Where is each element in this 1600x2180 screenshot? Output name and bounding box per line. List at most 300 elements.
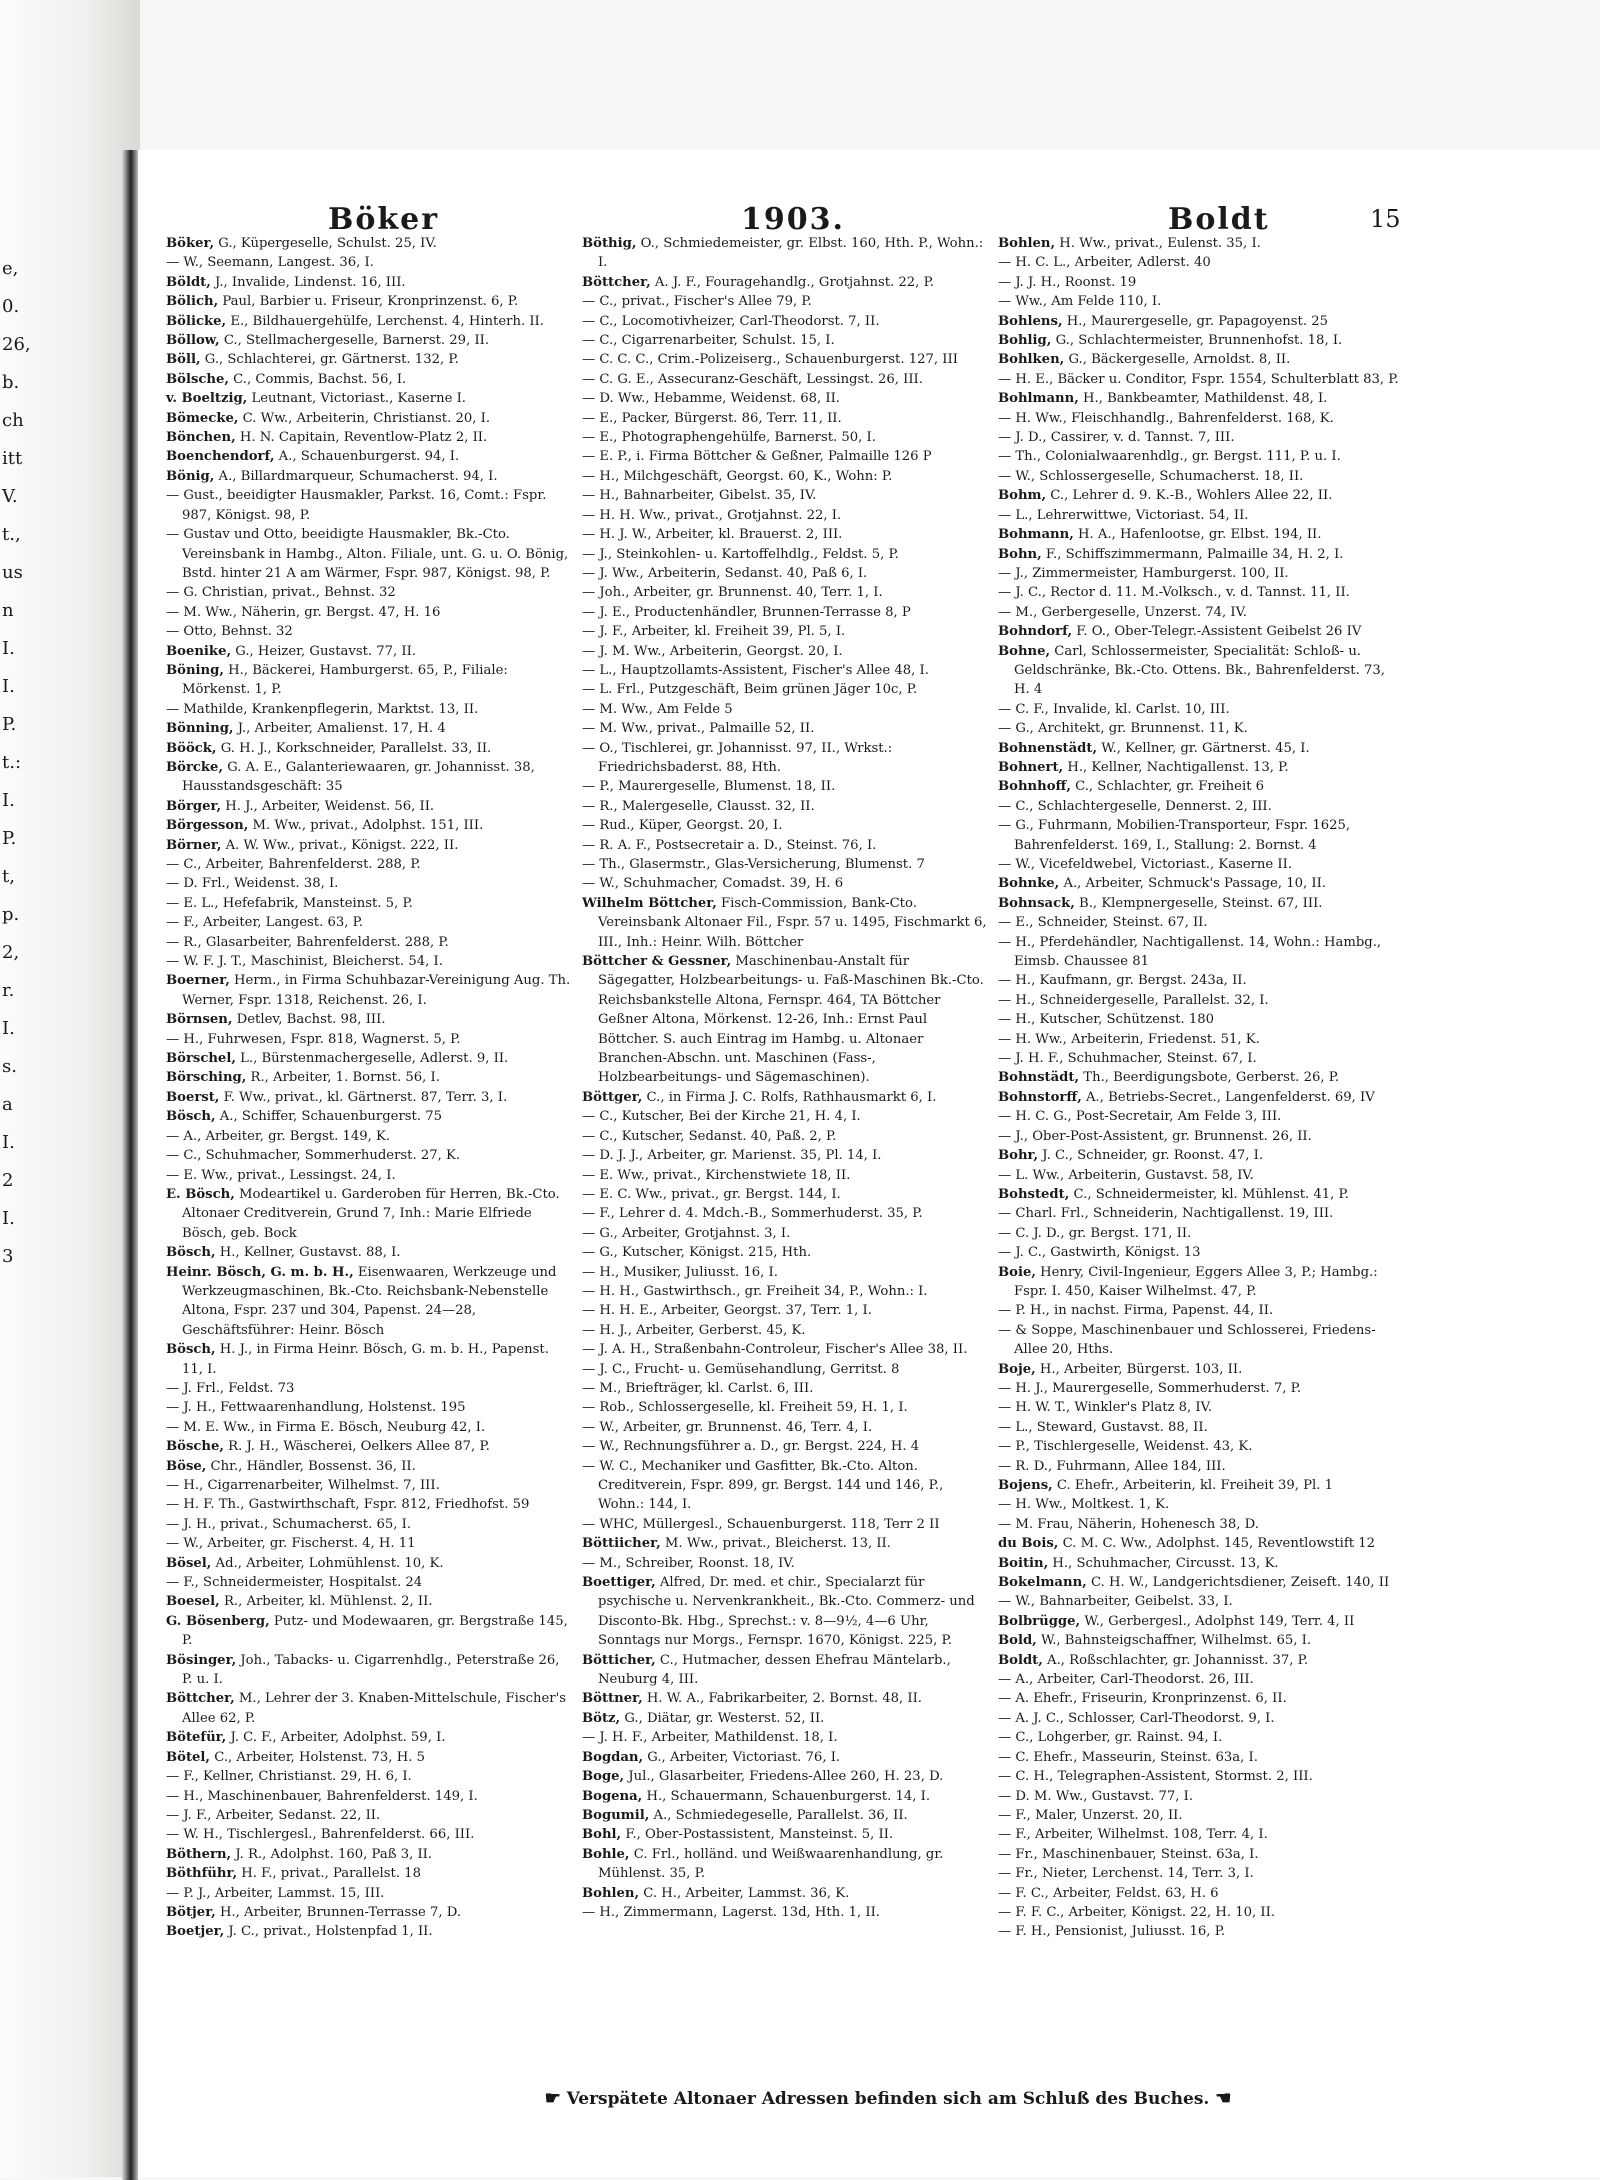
entry-details: — E. Ww., privat., Lessingst. 24, I. bbox=[166, 1167, 396, 1183]
entry-details: — G. Christian, privat., Behnst. 32 bbox=[166, 585, 396, 601]
gutter-fragment: I. bbox=[2, 676, 15, 697]
gutter-fragment: I. bbox=[2, 1132, 15, 1153]
directory-entry bbox=[582, 816, 988, 835]
entry-details: B., Klempnergeselle, Steinst. 67, III. bbox=[1074, 895, 1323, 911]
entry-details: H. N. Capitain, Reventlow-Platz 2, II. bbox=[235, 430, 488, 446]
entry-name: Boetjer, bbox=[166, 1924, 225, 1940]
entry-name: Börschel, bbox=[166, 1051, 236, 1067]
directory-entry bbox=[998, 486, 1404, 505]
entry-details: — L. Ww., Arbeiterin, Gustavst. 58, IV. bbox=[998, 1167, 1254, 1183]
directory-entry bbox=[998, 603, 1404, 622]
entry-details: G., Diätar, gr. Westerst. 52, II. bbox=[620, 1710, 825, 1726]
directory-entry bbox=[998, 1903, 1404, 1922]
directory-entry bbox=[166, 797, 572, 816]
entry-details: F., Schiffszimmermann, Palmaille 34, H. 2, I. bbox=[1041, 546, 1344, 562]
entry-name: Böthführ, bbox=[166, 1866, 238, 1882]
running-header bbox=[138, 202, 1600, 238]
directory-entry bbox=[998, 389, 1404, 408]
directory-entry bbox=[998, 855, 1404, 874]
entry-details: — H. E., Bäcker u. Conditor, Fspr. 1554, Schulterblatt 83, P. bbox=[998, 371, 1399, 387]
entry-name: Bösel, bbox=[166, 1555, 212, 1571]
entry-details: M. Ww., privat., Adolphst. 151, III. bbox=[248, 818, 484, 834]
directory-entry bbox=[582, 952, 988, 1088]
entry-details: — W. C., Mechaniker und Gasfitter, Bk.-Cto. Alton. Creditverein, Fspr. 899, gr. Bergst. 144 und 146, P., Wohn.: 144, I. bbox=[582, 1458, 944, 1513]
entry-name: Boesel, bbox=[166, 1594, 220, 1610]
entry-details: — J., Steinkohlen- u. Kartoffelhdlg., Feldst. 5, P. bbox=[582, 546, 899, 562]
entry-details: H., Arbeiter, Bürgerst. 103, II. bbox=[1035, 1361, 1243, 1377]
directory-entry bbox=[582, 739, 988, 778]
entry-details: — J. F., Arbeiter, kl. Freiheit 39, Pl. 5, I. bbox=[582, 624, 846, 640]
entry-details: J., Invalide, Lindenst. 16, III. bbox=[210, 274, 406, 290]
directory-entry bbox=[166, 1864, 572, 1883]
entry-details: — C. H., Telegraphen-Assistent, Stormst. 2, III. bbox=[998, 1769, 1313, 1785]
directory-entry bbox=[582, 1224, 988, 1243]
entry-details: — J. H., Fettwaarenhandlung, Holstenst. 195 bbox=[166, 1400, 466, 1416]
entry-details: A., Schiffer, Schauenburgerst. 75 bbox=[215, 1109, 442, 1125]
directory-entry bbox=[998, 758, 1404, 777]
entry-name: Böll, bbox=[166, 352, 201, 368]
footer-notice bbox=[398, 2088, 1378, 2109]
entry-details: — E., Packer, Bürgerst. 86, Terr. 11, II. bbox=[582, 410, 842, 426]
entry-name: Bötjer, bbox=[166, 1904, 216, 1920]
directory-entry bbox=[998, 1787, 1404, 1806]
directory-entry bbox=[582, 719, 988, 738]
entry-details: W., Gerbergesl., Adolphst 149, Terr. 4, II bbox=[1080, 1613, 1355, 1629]
entry-details: — L., Hauptzollamts-Assistent, Fischer's Allee 48, I. bbox=[582, 662, 929, 678]
entry-details: — D. J. J., Arbeiter, gr. Marienst. 35, Pl. 14, I. bbox=[582, 1148, 882, 1164]
directory-entry bbox=[998, 1379, 1404, 1398]
directory-entry bbox=[998, 1728, 1404, 1747]
entry-details: — H., Musiker, Juliusst. 16, I. bbox=[582, 1264, 778, 1280]
entry-details: — W., Bahnarbeiter, Geibelst. 33, I. bbox=[998, 1594, 1233, 1610]
directory-entry bbox=[998, 1631, 1404, 1650]
directory-entry bbox=[582, 1554, 988, 1573]
directory-entry bbox=[998, 1767, 1404, 1786]
directory-entry bbox=[582, 428, 988, 447]
directory-entry bbox=[998, 506, 1404, 525]
entry-details: — J. J. H., Roonst. 19 bbox=[998, 274, 1137, 290]
entry-name: Bohlen, bbox=[998, 236, 1056, 251]
entry-name: Boerner, bbox=[166, 973, 230, 989]
directory-entry bbox=[998, 1864, 1404, 1883]
entry-details: — L., Steward, Gustavst. 88, II. bbox=[998, 1419, 1208, 1435]
directory-entry bbox=[166, 661, 572, 700]
previous-page-fragments bbox=[2, 250, 31, 1276]
directory-entry bbox=[998, 1457, 1404, 1476]
directory-entry bbox=[582, 486, 988, 505]
entry-name: Bötticher, bbox=[582, 1652, 656, 1668]
directory-entry bbox=[166, 389, 572, 408]
entry-name: Böttcher, bbox=[582, 274, 651, 290]
entry-name: Wilhelm Böttcher, bbox=[582, 895, 717, 911]
entry-details: — W. H., Tischlergesl., Bahrenfelderst. 66, III. bbox=[166, 1827, 475, 1843]
directory-entry bbox=[582, 545, 988, 564]
entry-name: Boge, bbox=[582, 1769, 625, 1785]
entry-name: Bösch, bbox=[166, 1245, 216, 1261]
entry-name: Bösche, bbox=[166, 1439, 224, 1455]
entry-details: — R. A. F., Postsecretair a. D., Steinst. 76, I. bbox=[582, 837, 877, 853]
directory-entry bbox=[998, 1592, 1404, 1611]
directory-entry bbox=[998, 1360, 1404, 1379]
entry-details: — C., Kutscher, Bei der Kirche 21, H. 4, I. bbox=[582, 1109, 861, 1125]
entry-details: — H., Maschinenbauer, Bahrenfelderst. 149, I. bbox=[166, 1788, 478, 1804]
entry-details: J. C., Schneider, gr. Roonst. 47, I. bbox=[1038, 1148, 1264, 1164]
directory-entry bbox=[998, 622, 1404, 641]
directory-entry bbox=[582, 1884, 988, 1903]
directory-entry bbox=[582, 1651, 988, 1690]
directory-entry bbox=[998, 1495, 1404, 1514]
directory-entry bbox=[166, 1825, 572, 1844]
entry-name: Bokelmann, bbox=[998, 1575, 1087, 1591]
directory-entry bbox=[166, 234, 572, 253]
entry-details: R., Arbeiter, kl. Mühlenst. 2, II. bbox=[219, 1594, 433, 1610]
entry-details: — F. C., Arbeiter, Feldst. 63, H. 6 bbox=[998, 1885, 1219, 1901]
directory-entry bbox=[998, 1010, 1404, 1029]
entry-details: — Rob., Schlossergeselle, kl. Freiheit 59, H. 1, I. bbox=[582, 1400, 908, 1416]
directory-entry bbox=[166, 1748, 572, 1767]
entry-details: — F. F. C., Arbeiter, Königst. 22, H. 10, II. bbox=[998, 1904, 1276, 1920]
directory-entry bbox=[998, 1689, 1404, 1708]
directory-entry bbox=[998, 1573, 1404, 1592]
entry-details: C., Arbeiter, Holstenst. 73, H. 5 bbox=[210, 1749, 425, 1765]
entry-details: — Otto, Behnst. 32 bbox=[166, 624, 293, 640]
entry-details: G. H. J., Korkschneider, Parallelst. 33, II. bbox=[216, 740, 492, 756]
directory-entry bbox=[998, 816, 1404, 855]
gutter-fragment: I. bbox=[2, 1208, 15, 1229]
entry-name: Bohnhoff, bbox=[998, 779, 1071, 795]
gutter-fragment: t, bbox=[2, 866, 15, 887]
entry-details: — WHC, Müllergesl., Schauenburgerst. 118, Terr 2 II bbox=[582, 1516, 940, 1532]
entry-details: — G., Kutscher, Königst. 215, Hth. bbox=[582, 1245, 812, 1261]
entry-name: Boie, bbox=[998, 1264, 1036, 1280]
directory-entry bbox=[582, 234, 988, 273]
directory-entry bbox=[166, 1689, 572, 1728]
entry-details: — W., Schlossergeselle, Schumacherst. 18, II. bbox=[998, 468, 1304, 484]
entry-details: H. J., Arbeiter, Weidenst. 56, II. bbox=[221, 798, 435, 814]
directory-entry bbox=[998, 933, 1404, 972]
directory-entry bbox=[582, 1340, 988, 1359]
directory-entry bbox=[166, 700, 572, 719]
directory-entry bbox=[582, 312, 988, 331]
directory-entry bbox=[166, 855, 572, 874]
entry-details: C. Frl., holländ. und Weißwaarenhandlung, gr. Mühlenst. 35, P. bbox=[598, 1846, 944, 1882]
directory-entry bbox=[166, 1728, 572, 1747]
entry-name: Bohn, bbox=[998, 546, 1042, 562]
directory-entry bbox=[998, 913, 1404, 932]
directory-entry bbox=[166, 874, 572, 893]
gutter-fragment: I. bbox=[2, 790, 15, 811]
entry-details: Maschinenbau-Anstalt für Sägegatter, Holzbearbeitungs- u. Faß-Maschinen Bk.-Cto. Reichsbankstelle Altona, Fernspr. 464, TA Böttcher Geßner Altona, Mörkenst. 12-26, Inh.: Ernst Paul Böttcher. S. auch Eintrag im Hambg. u. Altonaer Branchen-Abschn. unt. Maschinen (Fass-, Holzbearbeitungs- und Sägemaschinen). bbox=[598, 954, 984, 1086]
entry-details: — Gust., beeidigter Hausmakler, Parkst. 16, Comt.: Fspr. 987, Königst. 98, P. bbox=[166, 488, 547, 523]
gutter-fragment: s. bbox=[2, 1056, 17, 1077]
entry-details: — W., Rechnungsführer a. D., gr. Bergst. 224, H. 4 bbox=[582, 1439, 920, 1455]
directory-entry bbox=[166, 486, 572, 525]
directory-entry bbox=[998, 1030, 1404, 1049]
column-right bbox=[998, 234, 1404, 1942]
directory-entry bbox=[166, 816, 572, 835]
entry-details: — H., Bahnarbeiter, Gibelst. 35, IV. bbox=[582, 488, 817, 504]
entry-details: — Joh., Arbeiter, gr. Brunnenst. 40, Terr. 1, I. bbox=[582, 585, 883, 601]
entry-details: — E., Photographengehülfe, Barnerst. 50, I. bbox=[582, 430, 876, 446]
entry-details: C., in Firma J. C. Rolfs, Rathhausmarkt 6, I. bbox=[642, 1089, 937, 1105]
directory-entry bbox=[582, 661, 988, 680]
entry-details: — H. H. Ww., privat., Grotjahnst. 22, I. bbox=[582, 507, 842, 523]
header-last-entry: Boldt bbox=[1168, 202, 1270, 237]
entry-name: Boettiger, bbox=[582, 1575, 656, 1591]
entry-details: C., Commis, Bachst. 56, I. bbox=[228, 371, 407, 387]
entry-details: C., Schlachter, gr. Freiheit 6 bbox=[1070, 779, 1265, 795]
entry-details: — E., Schneider, Steinst. 67, II. bbox=[998, 915, 1208, 931]
directory-entry bbox=[166, 409, 572, 428]
entry-details: Carl, Schlossermeister, Specialität: Schloß- u. Geldschränke, Bk.-Cto. Ottens. Bk., Bahrenfelderst. 73, H. 4 bbox=[1014, 643, 1385, 698]
directory-entry bbox=[582, 1185, 988, 1204]
entry-name: Bohlmann, bbox=[998, 391, 1079, 407]
entry-details: — G., Fuhrmann, Mobilien-Transporteur, Fspr. 1625, Bahrenfelderst. 169, I., Stallung: 2. Bornst. 4 bbox=[998, 818, 1351, 853]
entry-details: M. Ww., privat., Bleicherst. 13, II. bbox=[660, 1536, 891, 1552]
entry-details: — F., Kellner, Christianst. 29, H. 6, I. bbox=[166, 1769, 412, 1785]
entry-details: Eisenwaaren, Werkzeuge und Werkzeugmaschinen, Bk.-Cto. Reichsbank-Nebenstelle Altona, Fspr. 237 und 304, Papenst. 24—28, Geschäftsführer: Heinr. Bösch bbox=[182, 1264, 557, 1338]
directory-entry bbox=[582, 1398, 988, 1417]
directory-entry bbox=[998, 797, 1404, 816]
directory-entry bbox=[582, 292, 988, 311]
entry-details: — M., Briefträger, kl. Carlst. 6, III. bbox=[582, 1380, 814, 1396]
directory-entry bbox=[582, 1243, 988, 1262]
gutter-fragment: us bbox=[2, 562, 23, 583]
entry-name: Bohle, bbox=[582, 1846, 630, 1862]
entry-details: — E. C. Ww., privat., gr. Bergst. 144, I. bbox=[582, 1186, 841, 1202]
directory-entry bbox=[166, 1495, 572, 1514]
entry-details: — C. Ehefr., Masseurin, Steinst. 63a, I. bbox=[998, 1749, 1258, 1765]
directory-entry bbox=[998, 1922, 1404, 1941]
entry-details: H. F., privat., Parallelst. 18 bbox=[237, 1866, 421, 1882]
directory-entry bbox=[582, 1709, 988, 1728]
directory-entry bbox=[998, 1554, 1404, 1573]
directory-entry bbox=[166, 1476, 572, 1495]
entry-details: — H. J., Arbeiter, Gerberst. 45, K. bbox=[582, 1322, 806, 1338]
directory-entry bbox=[166, 1767, 572, 1786]
directory-entry bbox=[998, 1224, 1404, 1243]
entry-details: — F., Lehrer d. 4. Mdch.-B., Sommerhuderst. 35, P. bbox=[582, 1206, 923, 1222]
directory-entry bbox=[998, 312, 1404, 331]
directory-entry bbox=[166, 1845, 572, 1864]
directory-entry bbox=[582, 1806, 988, 1825]
entry-name: Böker, bbox=[166, 236, 215, 251]
entry-name: Boje, bbox=[998, 1361, 1036, 1377]
entry-details: — Mathilde, Krankenpflegerin, Marktst. 13, II. bbox=[166, 701, 479, 717]
entry-details: — M., Gerbergeselle, Unzerst. 74, IV. bbox=[998, 604, 1247, 620]
directory-entry bbox=[166, 1263, 572, 1341]
gutter-fragment: V. bbox=[2, 486, 18, 507]
directory-entry bbox=[998, 1825, 1404, 1844]
entry-name: Bohr, bbox=[998, 1148, 1039, 1164]
entry-details: — J. C., Frucht- u. Gemüsehandlung, Gerritst. 8 bbox=[582, 1361, 900, 1377]
entry-details: — Fr., Nieter, Lerchenst. 14, Terr. 3, I. bbox=[998, 1866, 1254, 1882]
entry-details: — F. H., Pensionist, Juliusst. 16, P. bbox=[998, 1924, 1226, 1940]
entry-name: Börgesson, bbox=[166, 818, 249, 834]
entry-details: — H. W. T., Winkler's Platz 8, IV. bbox=[998, 1400, 1213, 1416]
entry-name: Börger, bbox=[166, 798, 222, 814]
entry-details: — M. Ww., Näherin, gr. Bergst. 47, H. 16 bbox=[166, 604, 441, 620]
entry-details: G., Heizer, Gustavst. 77, II. bbox=[231, 643, 417, 659]
entry-name: Börnsen, bbox=[166, 1012, 233, 1028]
entry-name: Böse, bbox=[166, 1458, 207, 1474]
directory-entry bbox=[166, 1437, 572, 1456]
entry-name: v. Boeltzig, bbox=[166, 391, 248, 407]
directory-entry bbox=[166, 583, 572, 602]
directory-entry bbox=[582, 564, 988, 583]
entry-details: — J. E., Productenhändler, Brunnen-Terrasse 8, P bbox=[582, 604, 911, 620]
directory-entry bbox=[582, 1845, 988, 1884]
directory-entry bbox=[166, 603, 572, 622]
directory-entry bbox=[582, 1166, 988, 1185]
entry-details: — Gustav und Otto, beeidigte Hausmakler, Bk.-Cto. Vereinsbank in Hambg., Alton. Filiale, unt. G. u. O. Bönig, Bstd. hinter 21 A am Wärmer, Fspr. 987, Königst. 98, P. bbox=[166, 527, 569, 581]
gutter-fragment: I. bbox=[2, 638, 15, 659]
entry-name: E. Bösch, bbox=[166, 1186, 235, 1202]
entry-details: — J. M. Ww., Arbeiterin, Georgst. 20, I. bbox=[582, 643, 843, 659]
entry-details: — P., Tischlergeselle, Weidenst. 43, K. bbox=[998, 1439, 1253, 1455]
entry-name: Bohlens, bbox=[998, 313, 1063, 329]
entry-details: — E. L., Hefefabrik, Mansteinst. 5, P. bbox=[166, 895, 413, 911]
entry-details: F. Ww., privat., kl. Gärtnerst. 87, Terr. 3, I. bbox=[219, 1089, 508, 1105]
entry-details: A., Billardmarqueur, Schumacherst. 94, I. bbox=[214, 468, 498, 484]
entry-details: G., Schlachtermeister, Brunnenhofst. 18, I. bbox=[1051, 333, 1343, 349]
directory-entry bbox=[166, 894, 572, 913]
entry-details: — J. H. F., Schuhmacher, Steinst. 67, I. bbox=[998, 1051, 1257, 1067]
directory-entry bbox=[582, 273, 988, 292]
directory-entry bbox=[998, 428, 1404, 447]
entry-name: Bösinger, bbox=[166, 1652, 237, 1668]
entry-details: — H., Kutscher, Schützenst. 180 bbox=[998, 1012, 1215, 1028]
entry-name: Boenike, bbox=[166, 643, 232, 659]
entry-details: C. H., Arbeiter, Lammst. 36, K. bbox=[639, 1885, 850, 1901]
entry-details: — R., Glasarbeiter, Bahrenfelderst. 288, P. bbox=[166, 934, 449, 950]
directory-entry bbox=[582, 680, 988, 699]
entry-details: — M., Schreiber, Roonst. 18, IV. bbox=[582, 1555, 795, 1571]
entry-details: Ad., Arbeiter, Lohmühlenst. 10, K. bbox=[211, 1555, 444, 1571]
entry-details: J. C., privat., Holstenpfad 1, II. bbox=[224, 1924, 433, 1940]
column-left bbox=[166, 234, 572, 1942]
entry-name: Bösch, bbox=[166, 1342, 216, 1358]
entry-details: Putz- und Modewaaren, gr. Bergstraße 145, P. bbox=[182, 1613, 568, 1649]
directory-entry bbox=[582, 583, 988, 602]
header-year: 1903. bbox=[741, 202, 845, 237]
entry-details: — R., Malergeselle, Clausst. 32, II. bbox=[582, 798, 815, 814]
directory-entry bbox=[166, 1379, 572, 1398]
directory-entry bbox=[998, 874, 1404, 893]
entry-details: — H. C. G., Post-Secretair, Am Felde 3, III. bbox=[998, 1109, 1282, 1125]
directory-entry bbox=[998, 642, 1404, 700]
entry-details: R., Arbeiter, 1. Bornst. 56, I. bbox=[246, 1070, 440, 1086]
entry-details: — H. Ww., Arbeiterin, Friedenst. 51, K. bbox=[998, 1031, 1260, 1047]
entry-name: Bötefür, bbox=[166, 1730, 227, 1746]
entry-details: — C., Cigarrenarbeiter, Schulst. 15, I. bbox=[582, 333, 835, 349]
entry-details: E., Bildhauergehülfe, Lerchenst. 4, Hinterh. II. bbox=[226, 313, 544, 329]
directory-entry bbox=[998, 1437, 1404, 1456]
directory-entry bbox=[166, 1107, 572, 1126]
pointing-hand-left-icon: ☛ bbox=[544, 2088, 561, 2109]
directory-entry bbox=[582, 1728, 988, 1747]
entry-details: — W., Vicefeldwebel, Victoriast., Kaserne II. bbox=[998, 857, 1293, 872]
directory-entry bbox=[582, 1088, 988, 1107]
entry-details: H. A., Hafenlootse, gr. Elbst. 194, II. bbox=[1073, 527, 1322, 543]
gutter-fragment: P. bbox=[2, 828, 17, 849]
entry-details: — F., Arbeiter, Wilhelmst. 108, Terr. 4, I. bbox=[998, 1827, 1268, 1843]
directory-page bbox=[138, 150, 1600, 2177]
entry-details: H., Kellner, Gustavst. 88, I. bbox=[215, 1245, 401, 1261]
entry-name: Böttcher & Gessner, bbox=[582, 954, 732, 970]
directory-entry bbox=[582, 603, 988, 622]
entry-details: — H. Ww., Fleischhandlg., Bahrenfelderst. 168, K. bbox=[998, 410, 1334, 426]
entry-name: Bohnstädt, bbox=[998, 1070, 1080, 1086]
entry-details: C. Ehefr., Arbeiterin, kl. Freiheit 39, Pl. 1 bbox=[1052, 1478, 1334, 1493]
directory-entry bbox=[166, 1457, 572, 1476]
entry-details: — W., Arbeiter, gr. Fischerst. 4, H. 11 bbox=[166, 1536, 416, 1552]
entry-name: Bönig, bbox=[166, 468, 215, 484]
entry-details: — Rud., Küper, Georgst. 20, I. bbox=[582, 818, 783, 834]
entry-details: — C., privat., Fischer's Allee 79, P. bbox=[582, 294, 812, 310]
directory-entry bbox=[582, 894, 988, 952]
directory-entry bbox=[998, 1263, 1404, 1302]
directory-entry bbox=[998, 1088, 1404, 1107]
entry-details: A., Betriebs-Secret., Langenfelderst. 69, IV bbox=[1081, 1089, 1375, 1105]
entry-details: C., Lehrer d. 9. K.-B., Wohlers Allee 22, II. bbox=[1046, 488, 1333, 504]
directory-entry bbox=[166, 1243, 572, 1262]
entry-details: L., Bürstenmachergeselle, Adlerst. 9, II. bbox=[235, 1051, 509, 1067]
entry-details: Fisch-Commission, Bank-Cto. Vereinsbank Altonaer Fil., Fspr. 57 u. 1495, Fischmarkt 6, III., Inh.: Heinr. Wilh. Böttcher bbox=[598, 895, 987, 950]
entry-name: Bönning, bbox=[166, 721, 234, 737]
entry-details: Leutnant, Victoriast., Kaserne I. bbox=[247, 391, 466, 407]
directory-entry bbox=[166, 1146, 572, 1165]
directory-entry bbox=[166, 1166, 572, 1185]
entry-name: Böttiicher, bbox=[582, 1536, 661, 1552]
entry-details: — H., Zimmermann, Lagerst. 13d, Hth. 1, II. bbox=[582, 1904, 880, 1920]
entry-details: H. Ww., privat., Eulenst. 35, I. bbox=[1055, 236, 1261, 251]
entry-details: A., Schauenburgerst. 94, I. bbox=[274, 449, 460, 465]
entry-name: Bohndorf, bbox=[998, 624, 1073, 640]
directory-entry bbox=[998, 777, 1404, 796]
directory-entry bbox=[998, 1146, 1404, 1165]
directory-entry bbox=[998, 1651, 1404, 1670]
entry-details: Henry, Civil-Ingenieur, Eggers Allee 3, P.; Hambg.: Fspr. I. 450, Kaiser Wilhelmst. 47, P. bbox=[1014, 1264, 1378, 1299]
header-first-entry: Böker bbox=[328, 202, 440, 237]
entry-name: Böldt, bbox=[166, 274, 211, 290]
entry-name: Bolbrügge, bbox=[998, 1613, 1081, 1629]
entry-details: Detlev, Bachst. 98, III. bbox=[232, 1012, 386, 1028]
entry-details: W., Kellner, gr. Gärtnerst. 45, I. bbox=[1097, 740, 1310, 756]
directory-entry bbox=[166, 933, 572, 952]
entry-details: Jul., Glasarbeiter, Friedens-Allee 260, H. 23, D. bbox=[624, 1769, 944, 1785]
entry-details: F., Ober-Postassistent, Mansteinst. 5, II. bbox=[621, 1827, 894, 1843]
entry-details: — Ww., Am Felde 110, I. bbox=[998, 294, 1162, 310]
entry-details: H., Schauermann, Schauenburgerst. 14, I. bbox=[642, 1788, 931, 1804]
directory-entry bbox=[166, 1340, 572, 1379]
directory-entry bbox=[998, 467, 1404, 486]
entry-name: Boenchendorf, bbox=[166, 449, 275, 465]
entry-details: — J. C., Gastwirth, Königst. 13 bbox=[998, 1245, 1201, 1261]
directory-entry bbox=[166, 525, 572, 583]
directory-entry bbox=[998, 971, 1404, 990]
entry-name: G. Bösenberg, bbox=[166, 1613, 270, 1629]
gutter-fragment: a bbox=[2, 1094, 13, 1115]
entry-details: — H. J. W., Arbeiter, kl. Brauerst. 2, III. bbox=[582, 527, 843, 543]
directory-entry bbox=[998, 370, 1404, 389]
entry-name: Bogumil, bbox=[582, 1807, 650, 1823]
entry-details: Paul, Barbier u. Friseur, Kronprinzenst. 6, P. bbox=[218, 294, 519, 310]
entry-name: Boitin, bbox=[998, 1555, 1049, 1571]
directory-entry bbox=[998, 1185, 1404, 1204]
entry-details: — H., Schneidergeselle, Parallelst. 32, I. bbox=[998, 992, 1269, 1008]
directory-entry bbox=[998, 1243, 1404, 1262]
